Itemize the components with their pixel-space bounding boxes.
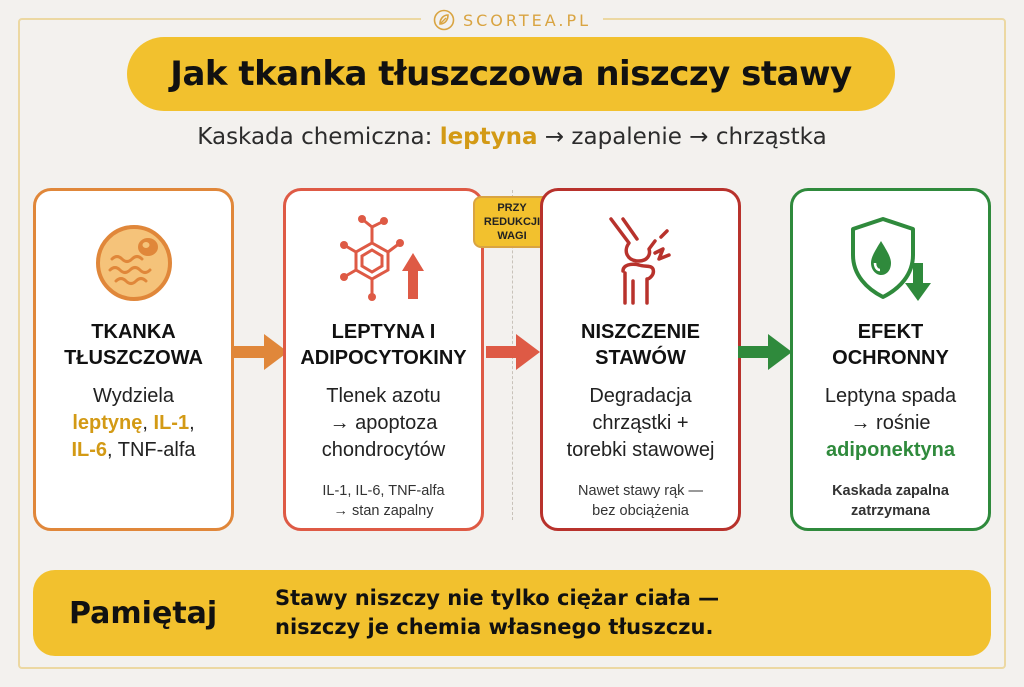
reminder-message bbox=[275, 584, 975, 642]
card-body-line bbox=[36, 437, 231, 464]
card-adipose-tissue bbox=[33, 188, 234, 531]
shield-drop-down-arrow-icon bbox=[843, 213, 939, 309]
card-heading-line: ADIPOCYTOKINY bbox=[300, 347, 467, 369]
badge-line: PRZY bbox=[497, 202, 527, 214]
card-heading bbox=[543, 319, 738, 371]
card-heading bbox=[793, 319, 988, 371]
card-body-line: torebki stawowej bbox=[566, 439, 715, 461]
reminder-line: Stawy niszczy nie tylko ciężar ciała — bbox=[275, 586, 720, 610]
card-heading-line: TŁUSZCZOWA bbox=[64, 347, 203, 369]
fat-cell-icon bbox=[86, 213, 182, 309]
card-body-line: Tlenek azotu bbox=[326, 385, 441, 407]
reminder-banner bbox=[33, 570, 991, 656]
card-heading-line: OCHRONNY bbox=[832, 347, 949, 369]
highlight-il1: IL-1 bbox=[153, 412, 190, 434]
card-note-line: bez obciążenia bbox=[592, 503, 689, 519]
title-banner bbox=[127, 37, 895, 111]
card-heading bbox=[36, 319, 231, 371]
card-note-line: zatrzymana bbox=[851, 503, 930, 519]
card-protective-effect bbox=[790, 188, 991, 531]
highlight-adiponectin: adiponektyna bbox=[826, 439, 955, 461]
card-body bbox=[36, 383, 231, 464]
card-note bbox=[543, 481, 738, 521]
subtitle bbox=[0, 124, 1024, 150]
card-heading-line: STAWÓW bbox=[595, 347, 686, 369]
subtitle-highlight: leptyna bbox=[439, 124, 538, 150]
page-title: Jak tkanka tłuszczowa niszczy stawy bbox=[170, 54, 852, 94]
brand-name: SCORTEA.PL bbox=[462, 10, 592, 30]
card-body-line: Leptyna spada bbox=[824, 385, 957, 407]
card-note bbox=[793, 481, 988, 521]
reminder-label: Pamiętaj bbox=[69, 595, 218, 631]
card-heading bbox=[286, 319, 481, 371]
highlight-il6: IL-6 bbox=[71, 439, 107, 461]
brand-header bbox=[0, 4, 1024, 36]
subtitle-suffix: → zapalenie → chrząstka bbox=[537, 124, 827, 150]
card-body-line: chrząstki + bbox=[592, 412, 689, 434]
card-body-line: Wydziela bbox=[93, 385, 174, 407]
arrow-right-green bbox=[738, 330, 794, 374]
card-note-line: Nawet stawy rąk — bbox=[578, 483, 703, 499]
card-heading-line: LEPTYNA I bbox=[331, 321, 436, 343]
card-note-line: → stan zapalny bbox=[333, 503, 434, 519]
subtitle-prefix: Kaskada chemiczna: bbox=[197, 124, 440, 150]
card-body-line: chondrocytów bbox=[321, 439, 446, 461]
arrow-right-red bbox=[486, 330, 542, 374]
reminder-line: niszczy je chemia własnego tłuszczu. bbox=[275, 615, 714, 639]
highlight-leptin: leptynę bbox=[72, 412, 143, 434]
badge-line: REDUKCJI bbox=[483, 216, 541, 228]
card-leptin-adipocytokines bbox=[283, 188, 484, 531]
separator: , bbox=[142, 412, 154, 434]
card-heading-line: NISZCZENIE bbox=[581, 321, 700, 343]
card-body-line: → rośnie bbox=[850, 412, 931, 434]
card-body bbox=[286, 383, 481, 464]
card-note-line: Kaskada zapalna bbox=[832, 483, 949, 499]
molecule-up-arrow-icon bbox=[336, 213, 432, 309]
damaged-joint-icon bbox=[593, 213, 689, 309]
card-heading-line: EFEKT bbox=[857, 321, 924, 343]
card-heading-line: TKANKA bbox=[91, 321, 176, 343]
leaf-logo-icon bbox=[433, 9, 455, 31]
card-note bbox=[286, 481, 481, 521]
card-body-line: → apoptoza bbox=[329, 412, 438, 434]
body-text: , TNF-alfa bbox=[107, 439, 196, 461]
card-note-line: IL-1, IL-6, TNF-alfa bbox=[322, 483, 445, 499]
card-joint-destruction bbox=[540, 188, 741, 531]
card-body-line bbox=[36, 410, 231, 437]
card-body bbox=[793, 383, 988, 464]
card-body-line: Degradacja bbox=[589, 385, 692, 407]
separator: , bbox=[189, 412, 195, 434]
card-body bbox=[543, 383, 738, 464]
arrow-right-orange bbox=[234, 330, 290, 374]
badge-line: WAGI bbox=[497, 230, 527, 242]
